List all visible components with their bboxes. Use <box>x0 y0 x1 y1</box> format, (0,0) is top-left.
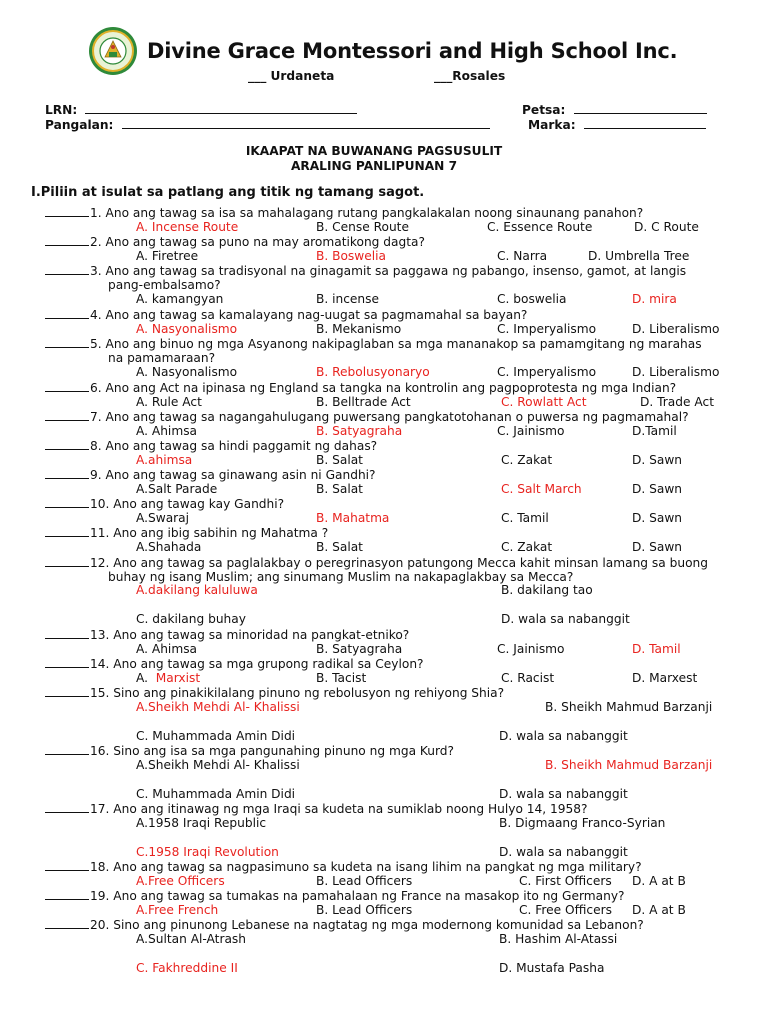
option-text: A.ahimsa <box>136 452 193 467</box>
question-6-option-a <box>136 395 202 410</box>
question-text: Ano ang Act na ipinasa ng England sa tangka na kontrolin ang pagpoprotesta ng mga Indian? <box>105 381 677 395</box>
school-name: Divine Grace Montessori and High School Inc. <box>147 39 678 63</box>
question-number: 12. <box>90 556 114 570</box>
option-text: C. Fakhreddine II <box>136 961 238 975</box>
question-9-option-d <box>632 482 682 497</box>
question-12-option-a <box>136 583 258 598</box>
option-text: B. Belltrade Act <box>316 394 411 409</box>
question-10 <box>45 496 284 512</box>
pangalan-field[interactable] <box>45 116 490 133</box>
question-16-option-a <box>136 758 300 773</box>
option-text: D. Sawn <box>632 539 683 554</box>
option-text: C. Muhammada Amin Didi <box>136 787 296 801</box>
question-3-option-b <box>316 292 379 307</box>
question-number: 19. <box>90 889 114 903</box>
option-text: D. wala sa nabanggit <box>499 729 628 743</box>
question-15-option-a <box>136 700 300 715</box>
question-3-option-c <box>497 292 567 307</box>
question-18-option-c <box>519 874 612 889</box>
question-8-option-d <box>632 453 682 468</box>
answer-blank[interactable] <box>45 234 89 246</box>
answer-blank[interactable] <box>45 801 89 813</box>
option-text: C. Jainismo <box>497 423 565 438</box>
option-text: C. Free Officers <box>519 902 612 917</box>
option-text: B. Satyagraha <box>316 423 403 438</box>
marka-field[interactable] <box>528 116 706 133</box>
question-3-option-a <box>136 292 223 307</box>
question-17-option-a <box>136 816 266 831</box>
option-text: A.1958 Iraqi Republic <box>136 816 267 830</box>
option-text: D. mira <box>632 292 677 307</box>
option-text: B. Salat <box>316 452 363 467</box>
option-text: D. Umbrella Tree <box>588 248 690 263</box>
option-text: D. Trade Act <box>640 394 714 409</box>
question-8-option-c <box>501 453 552 468</box>
question-12-option-d <box>501 612 630 627</box>
question-text: Ano ang tawag sa ginawang asin ni Gandhi? <box>105 468 376 482</box>
option-text: B. Mahatma <box>316 510 390 525</box>
question-12-option-b <box>501 583 593 598</box>
question-4-option-d <box>632 322 719 337</box>
option-text: B. incense <box>316 292 379 307</box>
question-number: 9. <box>90 468 106 482</box>
question-8-option-b <box>316 453 363 468</box>
option-text: C. First Officers <box>519 873 612 888</box>
question-text: Ano ang tawag sa nagangahulugang puwersang pangkatotohanan o puwersa ng pagmamahal? <box>105 410 689 424</box>
option-text: D. wala sa nabanggit <box>499 787 628 801</box>
lrn-line[interactable] <box>85 101 357 114</box>
option-text: B. Salat <box>316 539 363 554</box>
petsa-label: Petsa: <box>522 103 566 117</box>
question-17-option-c <box>136 845 279 860</box>
question-1-option-a <box>136 220 238 235</box>
question-7 <box>45 409 689 425</box>
option-text: C. Zakat <box>501 539 553 554</box>
option-text: B. dakilang tao <box>501 583 593 597</box>
option-text: B. Salat <box>316 481 363 496</box>
option-text: A.Swaraj <box>136 510 190 525</box>
question-9-option-c <box>501 482 582 497</box>
option-text: B. Boswelia <box>316 248 386 263</box>
option-text: C. Imperyalismo <box>497 321 597 336</box>
option-text: D. Sawn <box>632 510 683 525</box>
question-number: 18. <box>90 860 114 874</box>
option-text: C. Tamil <box>501 510 549 525</box>
question-13-option-c <box>497 642 565 657</box>
question-text: Sino ang isa sa mga pangunahing pinuno ng mga Kurd? <box>113 744 455 758</box>
question-11-option-c <box>501 540 552 555</box>
question-18-option-d <box>632 874 686 889</box>
question-number: 13. <box>90 628 114 642</box>
pangalan-line[interactable] <box>122 116 490 129</box>
question-number: 16. <box>90 744 114 758</box>
option-text: D. C Route <box>634 219 699 234</box>
question-14-option-a <box>136 671 200 686</box>
option-text: D. Liberalismo <box>632 321 720 336</box>
option-text: A. kamangyan <box>136 292 224 307</box>
question-number: 8. <box>90 439 106 453</box>
question-text: Ano ang tawag sa paglalakbay o peregrinasyon patungong Mecca kahit minsan lamang sa buong <box>113 556 708 570</box>
option-text: C. dakilang buhay <box>136 612 246 626</box>
question-3-option-d <box>632 292 677 307</box>
question-10-option-a <box>136 511 189 526</box>
petsa-line[interactable] <box>574 101 707 114</box>
question-19-option-d <box>632 903 686 918</box>
question-4-option-c <box>497 322 596 337</box>
question-1 <box>45 205 643 221</box>
question-11-option-b <box>316 540 363 555</box>
option-text: A.Shahada <box>136 539 202 554</box>
question-19 <box>45 888 625 904</box>
question-15 <box>45 685 504 701</box>
option-text: D. wala sa nabanggit <box>499 845 628 859</box>
question-text: Ano ang ibig sabihin ng Mahatma ? <box>113 526 329 540</box>
question-5-option-d <box>632 365 719 380</box>
question-17-option-d <box>499 845 628 860</box>
question-7-option-a <box>136 424 197 439</box>
answer-blank[interactable] <box>45 555 89 567</box>
question-11-option-a <box>136 540 201 555</box>
option-text: C. Jainismo <box>497 641 565 656</box>
instruction: I.Piliin at isulat sa patlang ang titik ng tamang sagot. <box>31 185 425 200</box>
option-text: D. Liberalismo <box>632 365 720 380</box>
answer-blank[interactable] <box>45 525 89 537</box>
option-text: Marxist <box>155 670 201 685</box>
question-1-option-d <box>634 220 699 235</box>
question-19-option-a <box>136 903 218 918</box>
answer-blank[interactable] <box>45 627 89 639</box>
question-number: 17. <box>90 802 114 816</box>
branch-rosales: ___Rosales <box>434 69 506 83</box>
question-13-option-a <box>136 642 197 657</box>
question-9 <box>45 467 376 483</box>
answer-blank[interactable] <box>45 743 89 755</box>
question-text: Ano ang tawag sa nagpasimuno sa kudeta na isang lihim na pangkat ng mga military? <box>113 860 642 874</box>
question-number: 6. <box>90 381 106 395</box>
option-text: A. Ahimsa <box>136 423 198 438</box>
question-10-option-b <box>316 511 389 526</box>
question-text: Sino ang pinunong Lebanese na nagtatag ng mga modernong komunidad sa Lebanon? <box>113 918 644 932</box>
option-text: B. Tacist <box>316 670 367 685</box>
option-text: A. Firetree <box>136 248 199 263</box>
question-16 <box>45 743 454 759</box>
option-text: D. Mustafa Pasha <box>499 961 605 975</box>
question-5-option-a <box>136 365 237 380</box>
question-8-option-a <box>136 453 192 468</box>
answer-blank[interactable] <box>45 917 89 929</box>
option-text: B. Sheikh Mahmud Barzanji <box>545 758 713 772</box>
question-2-option-d <box>588 249 689 264</box>
question-14 <box>45 656 424 672</box>
option-text: B. Digmaang Franco-Syrian <box>499 816 666 830</box>
question-11-option-d <box>632 540 682 555</box>
lrn-label: LRN: <box>45 103 78 117</box>
question-8 <box>45 438 377 454</box>
school-seal-logo <box>88 26 138 76</box>
option-text: C. Rowlatt Act <box>501 394 587 409</box>
option-text: D. Marxest <box>632 670 698 685</box>
question-number: 10. <box>90 497 114 511</box>
question-text-continued: pang-embalsamo? <box>108 277 221 292</box>
answer-blank[interactable] <box>45 656 89 668</box>
question-14-option-b <box>316 671 366 686</box>
option-text: D. Sawn <box>632 452 683 467</box>
question-number: 5. <box>90 337 106 351</box>
answer-blank[interactable] <box>45 263 89 275</box>
marka-label: Marka: <box>528 118 576 132</box>
option-text: D. A at B <box>632 902 686 917</box>
question-number: 4. <box>90 308 106 322</box>
question-5-option-b <box>316 365 430 380</box>
question-text: Ano ang tawag kay Gandhi? <box>113 497 285 511</box>
question-2-option-c <box>497 249 547 264</box>
question-12 <box>45 555 708 571</box>
option-text: B. Sheikh Mahmud Barzanji <box>545 700 713 714</box>
option-text: A. Rule Act <box>136 394 202 409</box>
question-3 <box>45 263 686 279</box>
question-20-option-b <box>499 932 617 947</box>
question-number: 2. <box>90 235 106 249</box>
question-text: Ano ang itinawag ng mga Iraqi sa kudeta na sumiklab noong Hulyo 14, 1958? <box>113 802 588 816</box>
question-7-option-c <box>497 424 565 439</box>
question-5 <box>45 336 702 352</box>
question-16-option-d <box>499 787 628 802</box>
answer-blank[interactable] <box>45 685 89 697</box>
option-text: D. Sawn <box>632 481 683 496</box>
option-text: A.Sheikh Mehdi Al- Khalissi <box>136 758 300 772</box>
option-text: B. Hashim Al-Atassi <box>499 932 618 946</box>
option-text: A.Salt Parade <box>136 481 218 496</box>
answer-blank[interactable] <box>45 888 89 900</box>
question-4-option-b <box>316 322 401 337</box>
option-text: B. Cense Route <box>316 219 409 234</box>
question-text: Sino ang pinakikilalang pinuno ng rebolusyon ng rehiyong Shia? <box>113 686 505 700</box>
option-text: C. Narra <box>497 248 548 263</box>
question-text-continued: na pamamaraan? <box>108 350 216 365</box>
option-text: D.Tamil <box>632 423 677 438</box>
option-text: C. Zakat <box>501 452 553 467</box>
question-20-option-d <box>499 961 604 976</box>
option-text: B. Rebolusyonaryo <box>316 365 430 380</box>
question-6 <box>45 380 676 396</box>
question-18-option-b <box>316 874 412 889</box>
option-text: C. Muhammada Amin Didi <box>136 729 296 743</box>
question-13-option-d <box>632 642 681 657</box>
question-number: 7. <box>90 410 106 424</box>
branch-urdaneta: ___ Urdaneta <box>248 69 335 83</box>
question-number: 14. <box>90 657 114 671</box>
option-text: C. Essence Route <box>487 219 593 234</box>
question-2 <box>45 234 425 250</box>
question-number: 1. <box>90 206 106 220</box>
question-20-option-a <box>136 932 246 947</box>
option-text: A.Sheikh Mehdi Al- Khalissi <box>136 700 300 714</box>
question-number: 3. <box>90 264 106 278</box>
question-text: Ano ang tawag sa minoridad na pangkat-etniko? <box>113 628 410 642</box>
question-15-option-b <box>545 700 712 715</box>
option-text: A. Nasyonalismo <box>136 365 238 380</box>
answer-blank[interactable] <box>45 307 89 319</box>
question-number: 20. <box>90 918 114 932</box>
question-2-option-b <box>316 249 386 264</box>
marka-line[interactable] <box>584 116 706 129</box>
question-text: Ano ang tawag sa isa sa mahalagang rutang pangkalakalan noong sinaunang panahon? <box>105 206 644 220</box>
question-6-option-d <box>640 395 714 410</box>
question-16-option-c <box>136 787 295 802</box>
option-text: D. Tamil <box>632 641 681 656</box>
question-11 <box>45 525 328 541</box>
option-text: A.Sultan Al-Atrash <box>136 932 246 946</box>
question-12-option-c <box>136 612 246 627</box>
question-text-continued: buhay ng isang Muslim; ang sinumang Muslim na nakapaglakbay sa Mecca? <box>108 569 574 584</box>
question-text: Ano ang tawag sa kamalayang nag-uugat sa pagmamahal sa bayan? <box>105 308 528 322</box>
answer-blank[interactable] <box>45 467 89 479</box>
pangalan-label: Pangalan: <box>45 118 114 132</box>
question-number: 15. <box>90 686 114 700</box>
question-text: Ano ang binuo ng mga Asyanong nakipaglaban sa mga mananakop sa pamamgitang ng marahas <box>105 337 702 351</box>
question-text: Ano ang tawag sa tradisyonal na ginagamit sa paggawa ng pabango, insenso, gamot, at langis <box>105 264 687 278</box>
option-text: C. Racist <box>501 670 555 685</box>
question-7-option-b <box>316 424 402 439</box>
question-17 <box>45 801 588 817</box>
question-14-option-c <box>501 671 554 686</box>
question-20 <box>45 917 644 933</box>
option-text: D. wala sa nabanggit <box>501 612 630 626</box>
question-6-option-b <box>316 395 411 410</box>
question-text: Ano ang tawag sa mga grupong radikal sa Ceylon? <box>113 657 424 671</box>
answer-blank[interactable] <box>45 859 89 871</box>
option-text: A. Ahimsa <box>136 641 198 656</box>
question-1-option-b <box>316 220 409 235</box>
option-text: B. Mekanismo <box>316 321 402 336</box>
question-10-option-c <box>501 511 549 526</box>
answer-blank[interactable] <box>45 438 89 450</box>
subject-title: ARALING PANLIPUNAN 7 <box>290 159 458 173</box>
question-2-option-a <box>136 249 198 264</box>
question-15-option-c <box>136 729 295 744</box>
option-text: C.1958 Iraqi Revolution <box>136 845 279 859</box>
question-17-option-b <box>499 816 665 831</box>
question-13 <box>45 627 409 643</box>
question-1-option-c <box>487 220 592 235</box>
option-text: C. Salt March <box>501 481 582 496</box>
question-18 <box>45 859 642 875</box>
question-7-option-d <box>632 424 677 439</box>
question-19-option-c <box>519 903 612 918</box>
question-20-option-c <box>136 961 238 976</box>
question-18-option-a <box>136 874 225 889</box>
answer-blank[interactable] <box>45 380 89 392</box>
question-13-option-b <box>316 642 402 657</box>
answer-blank[interactable] <box>45 336 89 348</box>
question-6-option-c <box>501 395 587 410</box>
answer-blank[interactable] <box>45 409 89 421</box>
question-4 <box>45 307 527 323</box>
option-text: D. A at B <box>632 873 686 888</box>
question-19-option-b <box>316 903 412 918</box>
question-4-option-a <box>136 322 237 337</box>
option-text: C. boswelia <box>497 292 567 307</box>
question-15-option-d <box>499 729 628 744</box>
question-10-option-d <box>632 511 682 526</box>
option-text: A. Incense Route <box>136 219 239 234</box>
answer-blank[interactable] <box>45 496 89 508</box>
option-text: A. Nasyonalismo <box>136 321 238 336</box>
option-text: A.Free French <box>136 902 219 917</box>
question-9-option-a <box>136 482 217 497</box>
question-text: Ano ang tawag sa puno na may aromatikong dagta? <box>105 235 425 249</box>
question-text: Ano ang tawag sa hindi paggamit ng dahas? <box>105 439 378 453</box>
exam-title: IKAAPAT NA BUWANANG PAGSUSULIT <box>245 144 503 158</box>
option-letter: A. <box>136 670 148 685</box>
option-text: A.dakilang kaluluwa <box>136 583 258 597</box>
option-text: C. Imperyalismo <box>497 365 597 380</box>
answer-blank[interactable] <box>45 205 89 217</box>
option-text: B. Satyagraha <box>316 641 403 656</box>
question-number: 11. <box>90 526 114 540</box>
option-text: A.Free Officers <box>136 873 225 888</box>
question-14-option-d <box>632 671 697 686</box>
question-text: Ano ang tawag sa tumakas na pamahalaan ng France na masakop ito ng Germany? <box>113 889 625 903</box>
question-5-option-c <box>497 365 596 380</box>
option-text: B. Lead Officers <box>316 902 413 917</box>
question-9-option-b <box>316 482 363 497</box>
question-16-option-b <box>545 758 712 773</box>
option-text: B. Lead Officers <box>316 873 413 888</box>
